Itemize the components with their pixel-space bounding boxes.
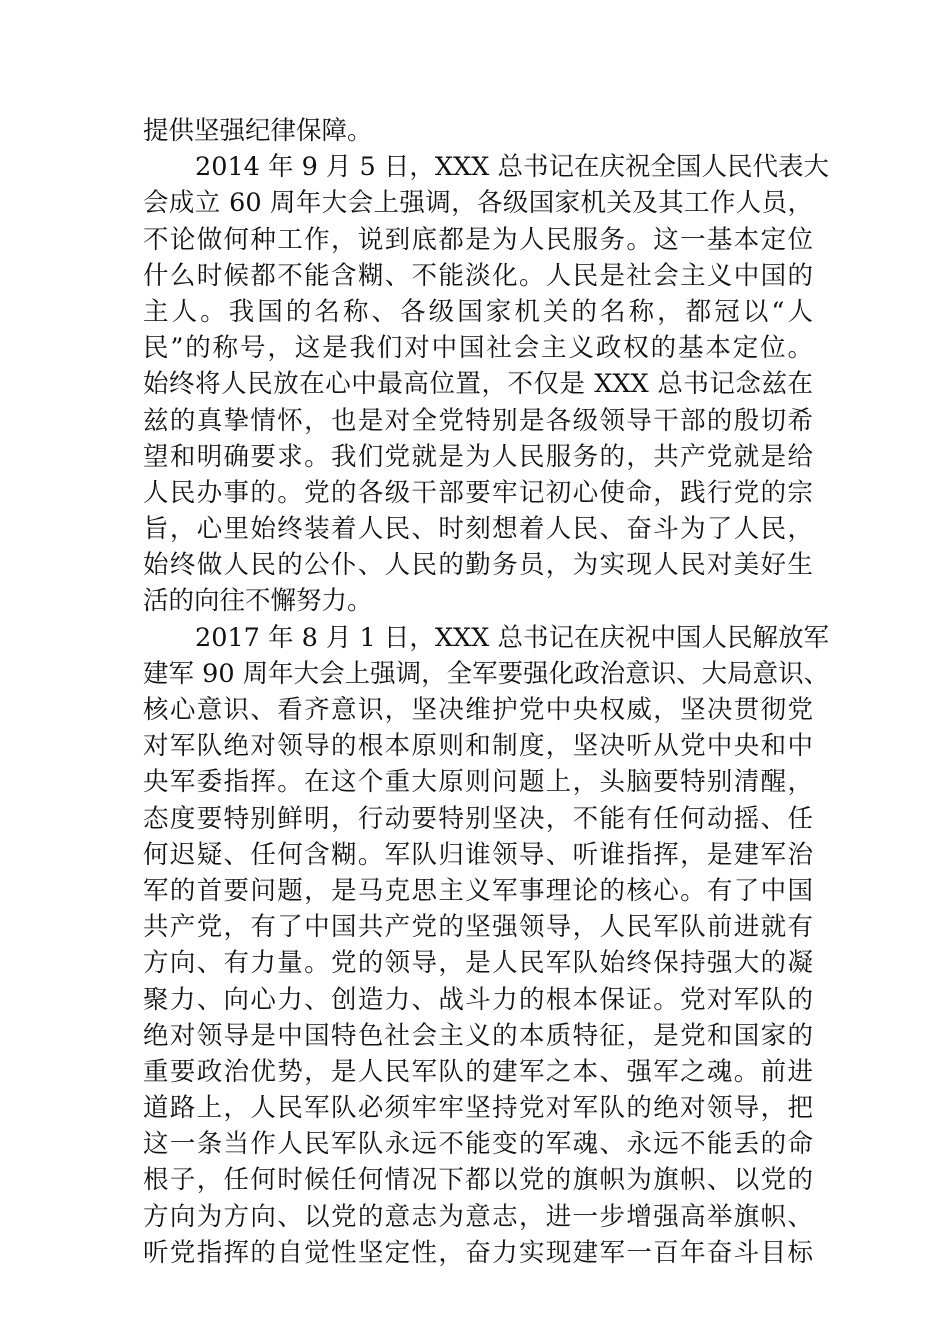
text-line: 始终做人民的公仆、人民的勤务员，为实现人民对美好生 (143, 550, 813, 581)
text-line: 听党指挥的自觉性坚定性，奋力实现建军一百年奋斗目标 (143, 1237, 813, 1268)
text-line: 建军 90 周年大会上强调，全军要强化政治意识、大局意识、 (143, 658, 830, 689)
text-line: 活的向往不懈努力。 (143, 586, 373, 617)
text-line: 会成立 60 周年大会上强调，各级国家机关及其工作人员， (143, 188, 813, 219)
text-line: 2014 年 9 月 5 日，XXX 总书记在庆祝全国人民代表大 (195, 152, 829, 183)
text-line: 聚力、向心力、创造力、战斗力的根本保证。党对军队的 (143, 984, 813, 1015)
text-line: 始终将人民放在心中最高位置，不仅是 XXX 总书记念兹在 (143, 369, 813, 400)
text-line: 态度要特别鲜明，行动要特别坚决，不能有任何动摇、任 (143, 803, 813, 834)
text-line: 重要政治优势，是人民军队的建军之本、强军之魂。前进 (143, 1056, 813, 1087)
text-line: 望和明确要求。我们党就是为人民服务的，共产党就是给 (143, 441, 813, 472)
text-line: 人民办事的。党的各级干部要牢记初心使命，践行党的宗 (143, 477, 813, 508)
text-line: 对军队绝对领导的根本原则和制度，坚决听从党中央和中 (143, 731, 813, 762)
text-line: 不论做何种工作，说到底都是为人民服务。这一基本定位 (143, 224, 813, 255)
text-line: 核心意识、看齐意识，坚决维护党中央权威，坚决贯彻党 (143, 695, 813, 725)
text-line: 旨，心里始终装着人民、时刻想着人民、奋斗为了人民， (143, 514, 813, 545)
text-line: 何迟疑、任何含糊。军队归谁领导、听谁指挥，是建军治 (143, 839, 813, 870)
text-line: 军的首要问题，是马克思主义军事理论的核心。有了中国 (143, 875, 813, 906)
document-body (143, 113, 830, 1271)
text-line: 提供坚强纪律保障。 (143, 116, 373, 146)
text-line: 主人。我国的名称、各级国家机关的名称，都冠以“人 (143, 296, 813, 327)
text-line: 2017 年 8 月 1 日，XXX 总书记在庆祝中国人民解放军 (195, 622, 829, 653)
text-line: 方向为方向、以党的意志为意志，进一步增强高举旗帜、 (143, 1201, 813, 1232)
text-line: 道路上，人民军队必须牢牢坚持党对军队的绝对领导，把 (143, 1093, 813, 1124)
text-line: 民”的称号，这是我们对中国社会主义政权的基本定位。 (143, 333, 813, 364)
text-line: 绝对领导是中国特色社会主义的本质特征，是党和国家的 (143, 1020, 813, 1051)
text-line: 方向、有力量。党的领导，是人民军队始终保持强大的凝 (143, 948, 813, 979)
text-line: 共产党，有了中国共产党的坚强领导，人民军队前进就有 (143, 912, 813, 943)
text-line: 根子，任何时候任何情况下都以党的旗帜为旗帜、以党的 (143, 1165, 813, 1196)
text-line: 什么时候都不能含糊、不能淡化。人民是社会主义中国的 (143, 260, 813, 291)
text-line: 兹的真挚情怀，也是对全党特别是各级领导干部的殷切希 (143, 405, 813, 436)
text-line: 央军委指挥。在这个重大原则问题上，头脑要特别清醒， (143, 767, 813, 798)
text-line: 这一条当作人民军队永远不能变的军魂、永远不能丢的命 (143, 1129, 813, 1160)
